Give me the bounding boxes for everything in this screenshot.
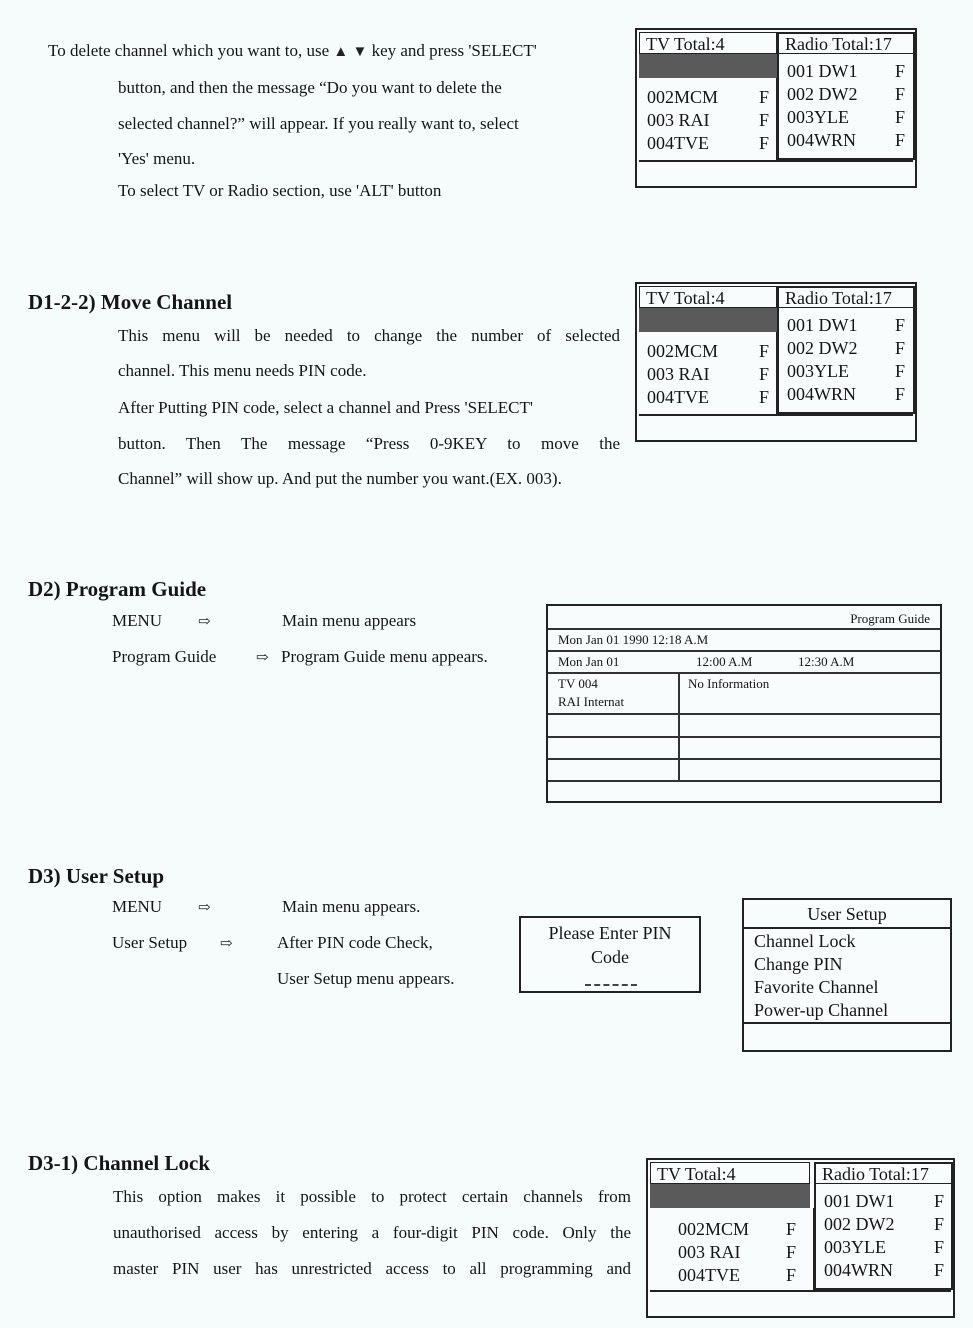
us-result1: After PIN code Check,	[277, 933, 433, 952]
radio-channel-row: 001 DW1 F	[787, 61, 906, 81]
pg-label: Program Guide	[112, 647, 217, 666]
pg-info: No Information	[688, 676, 770, 691]
pin-prompt-line1: Please Enter PIN	[548, 923, 672, 943]
radio-channel-row: 002 DW2 F	[787, 84, 906, 104]
tv-total-header: TV Total:4	[639, 32, 777, 54]
channel-lock-heading: D3-1) Channel Lock	[28, 1151, 211, 1175]
radio-channel-row: 002 DW2 F	[824, 1214, 945, 1234]
radio-channel-row: 004WRN F	[824, 1260, 945, 1280]
user-setup-menu-screen	[742, 898, 952, 1052]
program-guide-screen	[546, 604, 942, 803]
us-menu-result: Main menu appears.	[282, 897, 421, 916]
tv-selected-row	[639, 54, 777, 78]
tv-channel-row: 004TVE F	[678, 1265, 797, 1285]
pg-date-line: Mon Jan 01 1990 12:18 A.M	[558, 632, 709, 647]
delete-line2: button, and then the message “Do you want to delete the	[118, 78, 502, 97]
radio-total-header: Radio Total:17	[777, 286, 915, 308]
move-line2: channel. This menu needs PIN code.	[118, 361, 367, 380]
radio-channel-row: 004WRN F	[787, 130, 906, 150]
pg-menu-result: Main menu appears	[282, 611, 417, 630]
tv-channel-list	[650, 1208, 814, 1290]
tv-channel-row: 003 RAI F	[678, 1242, 797, 1262]
radio-channel-row: 001 DW1 F	[824, 1191, 945, 1211]
tv-channel-row: 003 RAI F	[647, 364, 770, 384]
channel-list-screen	[646, 1158, 955, 1318]
pin-entry-screen	[519, 916, 701, 993]
radio-channel-row: 003YLE F	[787, 107, 906, 127]
tv-channel-row: 002MCM F	[647, 87, 770, 107]
us-result2: User Setup menu appears.	[277, 969, 455, 988]
menu-item-power-up-channel: Power-up Channel	[754, 1000, 889, 1020]
radio-channel-row: 004WRN F	[787, 384, 906, 404]
pg-program: RAI Internat	[558, 694, 625, 709]
pg-menu-label: MENU	[112, 611, 163, 630]
radio-channel-row: 002 DW2 F	[787, 338, 906, 358]
tv-total-header: TV Total:4	[639, 286, 777, 308]
channel-list-screen	[635, 282, 917, 442]
pin-input-placeholder	[585, 984, 637, 986]
radio-channel-row: 003YLE F	[787, 361, 906, 381]
tv-channel-list	[639, 332, 777, 414]
program-guide-heading: D2) Program Guide	[28, 577, 207, 601]
pg-result: Program Guide menu appears.	[281, 647, 488, 666]
delete-line1: To delete channel which you want to, use ▲ ▼ key and press 'SELECT'	[48, 41, 537, 60]
pin-prompt-line2: Code	[591, 947, 629, 967]
right-arrow-icon: ⇨	[256, 650, 269, 666]
user-setup-heading: D3) User Setup	[28, 864, 165, 888]
move-line5: Channel” will show up. And put the number you want.(EX. 003).	[118, 469, 562, 488]
tv-total-header: TV Total:4	[650, 1162, 810, 1184]
tv-channel-row: 004TVE F	[647, 387, 770, 407]
move-line1: This menu will be needed to change the number of selected	[118, 326, 620, 345]
right-arrow-icon: ⇨	[220, 936, 233, 952]
radio-channel-list	[814, 1184, 953, 1290]
menu-item-change-pin: Change PIN	[754, 954, 843, 974]
move-line3: After Putting PIN code, select a channel and Press 'SELECT'	[118, 398, 533, 417]
lock-line3: master PIN user has unrestricted access to all programming and	[113, 1259, 631, 1278]
down-arrow-icon: ▼	[352, 44, 368, 60]
radio-total-header: Radio Total:17	[777, 32, 915, 54]
radio-channel-row: 003YLE F	[824, 1237, 945, 1257]
channel-box-footer	[639, 414, 913, 438]
radio-total-header: Radio Total:17	[814, 1162, 953, 1184]
up-arrow-icon: ▲	[333, 44, 349, 60]
lock-line1: This option makes it possible to protect certain channels from	[113, 1187, 631, 1206]
pg-time2: 12:30 A.M	[798, 654, 855, 669]
menu-item-channel-lock: Channel Lock	[754, 931, 856, 951]
lock-line2: unauthorised access by entering a four-digit PIN code. Only the	[113, 1223, 631, 1242]
tv-channel-list	[639, 78, 777, 160]
channel-box-footer	[650, 1290, 951, 1314]
move-line4: button. Then The message “Press 0-9KEY to move the	[118, 434, 620, 453]
delete-line4: 'Yes' menu.	[118, 149, 196, 168]
tv-selected-row	[639, 308, 777, 332]
tv-channel-row: 004TVE F	[647, 133, 770, 153]
right-arrow-icon: ⇨	[198, 900, 211, 916]
pg-time1: 12:00 A.M	[696, 654, 753, 669]
channel-box-footer	[639, 160, 913, 184]
radio-channel-row: 001 DW1 F	[787, 315, 906, 335]
pg-channel: TV 004	[558, 676, 598, 691]
us-label: User Setup	[112, 933, 188, 952]
menu-item-favorite-channel: Favorite Channel	[754, 977, 879, 997]
radio-channel-list	[777, 54, 915, 160]
tv-channel-row: 002MCM F	[647, 341, 770, 361]
right-arrow-icon: ⇨	[198, 614, 211, 630]
move-channel-heading: D1-2-2) Move Channel	[28, 290, 233, 314]
user-setup-menu-title: User Setup	[807, 904, 887, 924]
delete-line3: selected channel?” will appear. If you really want to, select	[118, 114, 519, 133]
tv-channel-row: 002MCM F	[678, 1219, 797, 1239]
pg-day-label: Mon Jan 01	[558, 654, 620, 669]
pg-screen-title: Program Guide	[850, 611, 930, 626]
tv-selected-row	[650, 1184, 810, 1208]
channel-list-screen	[635, 28, 917, 188]
tv-channel-row: 003 RAI F	[647, 110, 770, 130]
radio-channel-list	[777, 308, 915, 414]
delete-line5: To select TV or Radio section, use 'ALT' button	[118, 181, 442, 200]
us-menu-label: MENU	[112, 897, 163, 916]
